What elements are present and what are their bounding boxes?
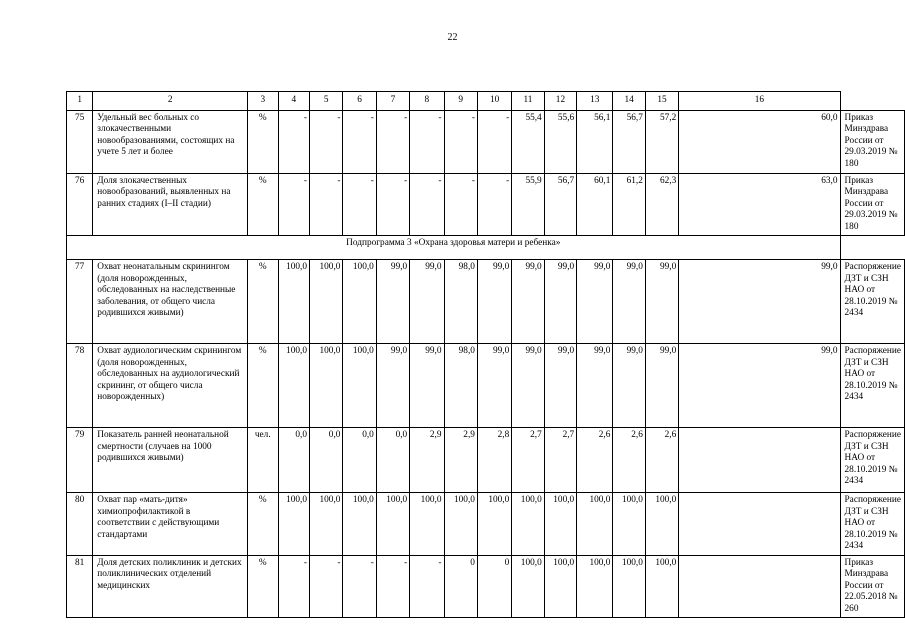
value-cell: - bbox=[444, 173, 477, 236]
header-cell: 12 bbox=[544, 92, 576, 111]
value-cell: 100,0 bbox=[278, 344, 310, 428]
table-header-row bbox=[67, 92, 905, 111]
row-number: 80 bbox=[67, 493, 93, 556]
value-cell: 99,0 bbox=[544, 260, 576, 344]
value-cell: 100,0 bbox=[343, 493, 376, 556]
value-cell: 2,8 bbox=[477, 428, 511, 493]
value-cell: 100,0 bbox=[310, 493, 343, 556]
row-number: 78 bbox=[67, 344, 93, 428]
value-cell: 99,0 bbox=[544, 344, 576, 428]
value-cell: 62,3 bbox=[645, 173, 678, 236]
indicator-name: Показатель ранней неонатальной смертности (случаев на 1000 родившихся живыми) bbox=[93, 428, 248, 493]
value-cell: - bbox=[343, 173, 376, 236]
value-cell: 100,0 bbox=[645, 493, 678, 556]
value-cell: 100,0 bbox=[310, 344, 343, 428]
table-row bbox=[67, 344, 905, 428]
source-document: Приказ Минздрава России от 22.05.2018 № 260 bbox=[840, 555, 904, 618]
value-cell: 99,0 bbox=[376, 260, 409, 344]
value-cell: 99,0 bbox=[613, 260, 645, 344]
value-cell: 100,0 bbox=[477, 493, 511, 556]
unit-cell: чел. bbox=[248, 428, 278, 493]
value-cell: 100,0 bbox=[343, 344, 376, 428]
subprogram-row bbox=[67, 236, 905, 260]
value-cell: 98,0 bbox=[444, 344, 477, 428]
value-cell: 2,9 bbox=[444, 428, 477, 493]
value-cell: 100,0 bbox=[645, 555, 678, 618]
value-cell: 63,0 bbox=[679, 173, 840, 236]
value-cell: 0 bbox=[477, 555, 511, 618]
value-cell: 100,0 bbox=[544, 555, 576, 618]
indicators-table bbox=[66, 91, 905, 618]
value-cell: 100,0 bbox=[577, 493, 613, 556]
value-cell: 60,0 bbox=[679, 110, 840, 173]
header-cell: 4 bbox=[278, 92, 310, 111]
indicator-name: Удельный вес больных со злокачественными новообразованиями, состоящих на учете 5 лет и более bbox=[93, 110, 248, 173]
value-cell: 2,6 bbox=[645, 428, 678, 493]
value-cell: 56,7 bbox=[544, 173, 576, 236]
value-cell: 100,0 bbox=[343, 260, 376, 344]
source-document: Распоряжение ДЗТ и СЗН НАО от 28.10.2019 № 2434 bbox=[840, 493, 904, 556]
unit-cell: % bbox=[248, 555, 278, 618]
indicator-name: Доля злокачественных новообразований, выявленных на ранних стадиях (I–II стадии) bbox=[93, 173, 248, 236]
value-cell: 2,7 bbox=[512, 428, 544, 493]
header-cell: 16 bbox=[679, 92, 840, 111]
header-cell: 9 bbox=[444, 92, 477, 111]
value-cell: 100,0 bbox=[376, 493, 409, 556]
value-cell: 100,0 bbox=[410, 493, 444, 556]
source-document: Приказ Минздрава России от 29.03.2019 № 180 bbox=[840, 110, 904, 173]
value-cell: 100,0 bbox=[613, 555, 645, 618]
value-cell: 56,1 bbox=[577, 110, 613, 173]
indicator-name: Охват неонатальным скринингом (доля новорожденных, обследованных на наследственные заболевания, от общего числа родившихся живыми) bbox=[93, 260, 248, 344]
value-cell: 99,0 bbox=[477, 344, 511, 428]
row-number: 81 bbox=[67, 555, 93, 618]
value-cell: 100,0 bbox=[278, 260, 310, 344]
value-cell: - bbox=[410, 110, 444, 173]
value-cell: 99,0 bbox=[679, 260, 840, 344]
value-cell: - bbox=[444, 110, 477, 173]
value-cell: - bbox=[343, 110, 376, 173]
value-cell: 57,2 bbox=[645, 110, 678, 173]
value-cell: 100,0 bbox=[278, 493, 310, 556]
value-cell: 99,0 bbox=[577, 344, 613, 428]
value-cell: 0,0 bbox=[343, 428, 376, 493]
page-number: 22 bbox=[447, 32, 458, 43]
value-cell: 99,0 bbox=[679, 344, 840, 428]
table-row bbox=[67, 173, 905, 236]
unit-cell: % bbox=[248, 260, 278, 344]
indicator-name: Охват аудиологическим скринингом (доля новорожденных, обследованных на аудиологический скрининг, от общего числа новорожденных) bbox=[93, 344, 248, 428]
value-cell: 99,0 bbox=[577, 260, 613, 344]
value-cell: 56,7 bbox=[613, 110, 645, 173]
header-cell: 8 bbox=[410, 92, 444, 111]
value-cell: - bbox=[278, 173, 310, 236]
value-cell: - bbox=[310, 555, 343, 618]
indicator-name: Охват пар «мать-дитя» химиопрофилактикой в соответствии с действующими стандартами bbox=[93, 493, 248, 556]
table-row bbox=[67, 428, 905, 493]
value-cell: 98,0 bbox=[444, 260, 477, 344]
table-row bbox=[67, 493, 905, 556]
value-cell: 55,4 bbox=[512, 110, 544, 173]
value-cell: 100,0 bbox=[512, 493, 544, 556]
value-cell: - bbox=[477, 110, 511, 173]
value-cell: 60,1 bbox=[577, 173, 613, 236]
row-number: 77 bbox=[67, 260, 93, 344]
value-cell bbox=[679, 493, 840, 556]
header-cell: 1 bbox=[67, 92, 93, 111]
unit-cell: % bbox=[248, 173, 278, 236]
table-row bbox=[67, 555, 905, 618]
header-cell: 5 bbox=[310, 92, 343, 111]
value-cell: 99,0 bbox=[410, 344, 444, 428]
header-cell: 6 bbox=[343, 92, 376, 111]
value-cell: - bbox=[278, 110, 310, 173]
value-cell: 99,0 bbox=[512, 344, 544, 428]
value-cell: 99,0 bbox=[645, 260, 678, 344]
value-cell: 99,0 bbox=[410, 260, 444, 344]
value-cell: 99,0 bbox=[376, 344, 409, 428]
value-cell: - bbox=[278, 555, 310, 618]
value-cell: 100,0 bbox=[544, 493, 576, 556]
header-cell: 13 bbox=[577, 92, 613, 111]
value-cell: - bbox=[477, 173, 511, 236]
value-cell: 100,0 bbox=[512, 555, 544, 618]
header-cell: 2 bbox=[93, 92, 248, 111]
value-cell: 55,6 bbox=[544, 110, 576, 173]
value-cell: 99,0 bbox=[512, 260, 544, 344]
value-cell: 0,0 bbox=[278, 428, 310, 493]
header-cell: 14 bbox=[613, 92, 645, 111]
header-cell: 11 bbox=[512, 92, 544, 111]
header-cell: 3 bbox=[248, 92, 278, 111]
value-cell: 2,9 bbox=[410, 428, 444, 493]
value-cell: 100,0 bbox=[577, 555, 613, 618]
value-cell: - bbox=[376, 555, 409, 618]
table-row bbox=[67, 110, 905, 173]
source-document: Распоряжение ДЗТ и СЗН НАО от 28.10.2019 № 2434 bbox=[840, 344, 904, 428]
value-cell: 55,9 bbox=[512, 173, 544, 236]
row-number: 76 bbox=[67, 173, 93, 236]
source-document: Распоряжение ДЗТ и СЗН НАО от 28.10.2019 № 2434 bbox=[840, 428, 904, 493]
value-cell bbox=[679, 428, 840, 493]
value-cell: 2,6 bbox=[577, 428, 613, 493]
value-cell: - bbox=[343, 555, 376, 618]
value-cell: 100,0 bbox=[444, 493, 477, 556]
header-cell: 15 bbox=[645, 92, 678, 111]
source-document: Приказ Минздрава России от 29.03.2019 № 180 bbox=[840, 173, 904, 236]
value-cell: 61,2 bbox=[613, 173, 645, 236]
value-cell: 99,0 bbox=[477, 260, 511, 344]
source-document: Распоряжение ДЗТ и СЗН НАО от 28.10.2019 № 2434 bbox=[840, 260, 904, 344]
value-cell: 99,0 bbox=[645, 344, 678, 428]
value-cell: - bbox=[410, 555, 444, 618]
value-cell bbox=[679, 555, 840, 618]
value-cell: 100,0 bbox=[310, 260, 343, 344]
value-cell: 0,0 bbox=[310, 428, 343, 493]
value-cell: - bbox=[376, 173, 409, 236]
value-cell: 2,7 bbox=[544, 428, 576, 493]
row-number: 79 bbox=[67, 428, 93, 493]
value-cell: 99,0 bbox=[613, 344, 645, 428]
unit-cell: % bbox=[248, 493, 278, 556]
value-cell: 2,6 bbox=[613, 428, 645, 493]
value-cell: - bbox=[410, 173, 444, 236]
table-row bbox=[67, 260, 905, 344]
unit-cell: % bbox=[248, 344, 278, 428]
row-number: 75 bbox=[67, 110, 93, 173]
value-cell: - bbox=[376, 110, 409, 173]
value-cell: - bbox=[310, 173, 343, 236]
unit-cell: % bbox=[248, 110, 278, 173]
header-cell: 10 bbox=[477, 92, 511, 111]
value-cell: 100,0 bbox=[613, 493, 645, 556]
header-cell: 7 bbox=[376, 92, 409, 111]
value-cell: - bbox=[310, 110, 343, 173]
indicator-name: Доля детских поликлиник и детских поликлинических отделений медицинских bbox=[93, 555, 248, 618]
value-cell: 0 bbox=[444, 555, 477, 618]
subprogram-title: Подпрограмма 3 «Охрана здоровья матери и ребенка» bbox=[67, 236, 841, 260]
value-cell: 0,0 bbox=[376, 428, 409, 493]
